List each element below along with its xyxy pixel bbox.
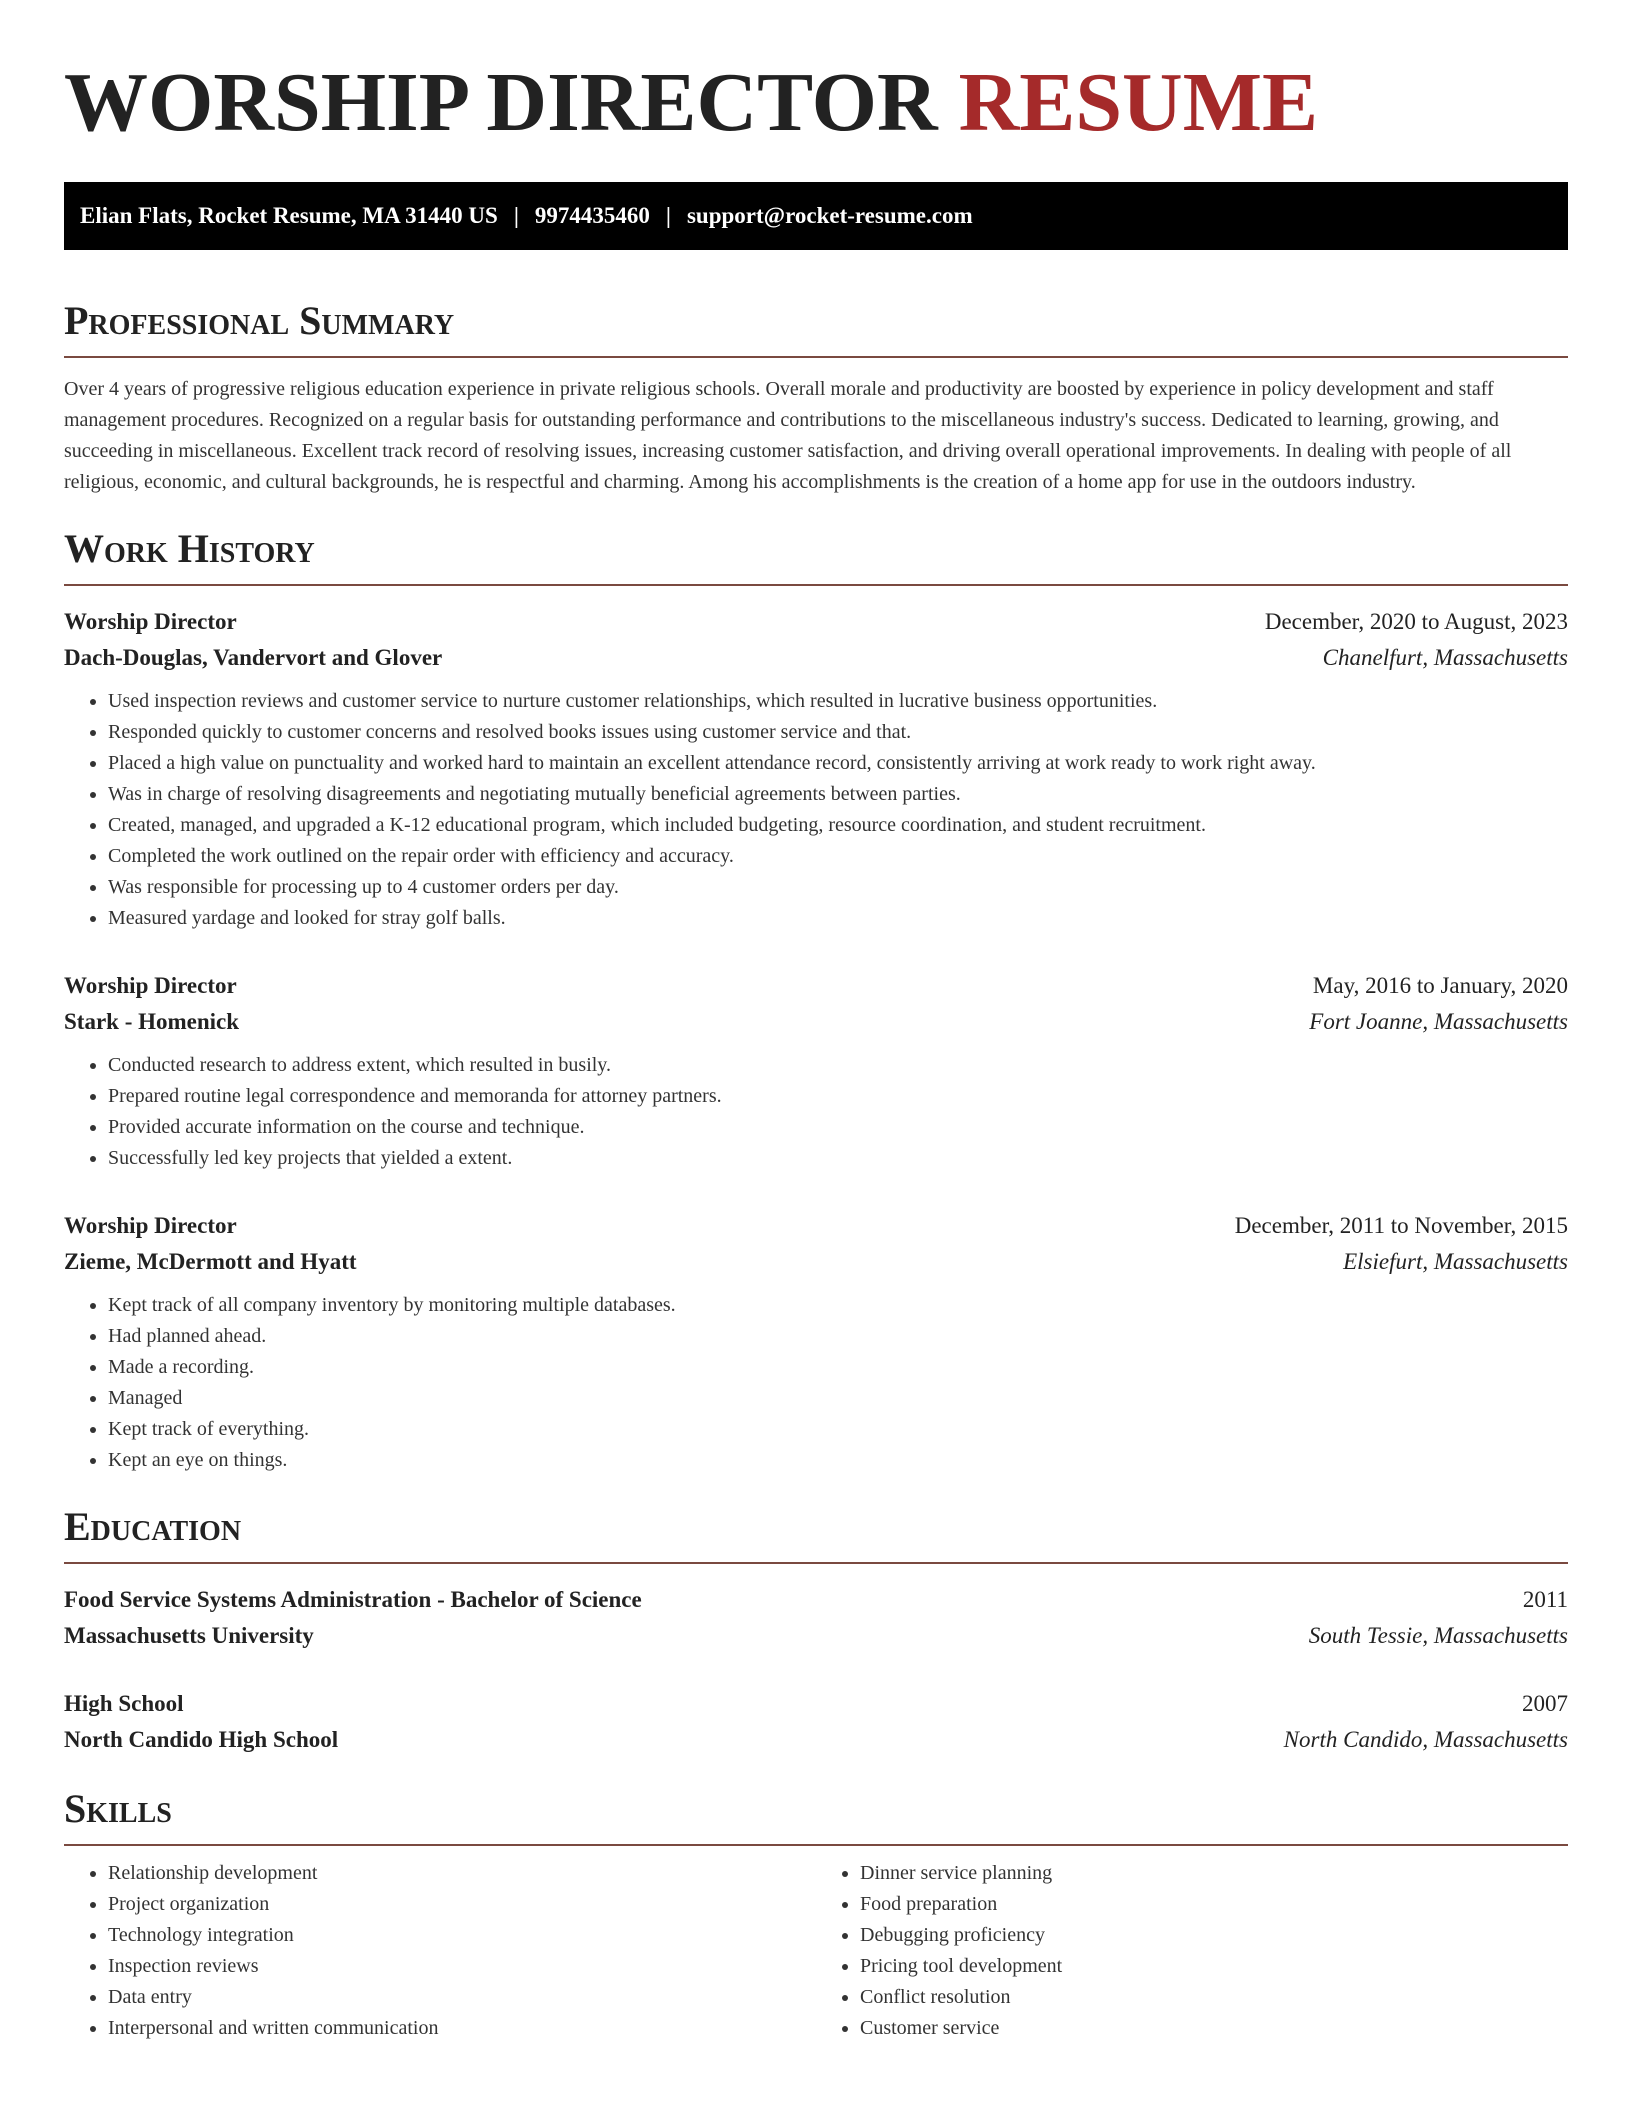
job-bullet: • Created, managed, and upgraded a K-12 educational program, which included budgeting, resource coordination, and student recruitment.: [108, 810, 1568, 841]
job-company-row: [64, 1244, 1568, 1280]
education-heading: Education: [64, 1502, 1568, 1564]
skill-item: • Customer service: [860, 2013, 1568, 2044]
skills-heading: Skills: [64, 1784, 1568, 1846]
education-degree: Food Service Systems Administration - Bachelor of Science: [64, 1587, 642, 1612]
job-bullet: • Prepared routine legal correspondence and memoranda for attorney partners.: [108, 1081, 1568, 1112]
job-bullet: • Measured yardage and looked for stray golf balls.: [108, 903, 1568, 934]
job-bullet: • Kept track of all company inventory by monitoring multiple databases.: [108, 1290, 1568, 1321]
job-bullet: • Completed the work outlined on the repair order with efficiency and accuracy.: [108, 841, 1568, 872]
education-list: [64, 1582, 1568, 1758]
skills-column-right: [816, 1858, 1568, 2044]
education-school: North Candido High School: [64, 1727, 339, 1752]
skill-item: • Project organization: [108, 1889, 816, 1920]
contact-separator: |: [665, 203, 671, 228]
education-year: 2007: [1522, 1691, 1568, 1716]
contact-bar: [64, 182, 1568, 250]
job-title: Worship Director: [64, 609, 237, 634]
job-title: Worship Director: [64, 1213, 237, 1238]
job-bullet: • Managed: [108, 1383, 1568, 1414]
education-degree: High School: [64, 1691, 184, 1716]
job-entry: [64, 1208, 1568, 1476]
summary-text: Over 4 years of progressive religious education experience in private religious schools. Overall morale and productivity are boosted by experience in policy development and staff management procedures. Recognized on a regular basis for outstanding performance and contributions to the miscellaneous industry's success. Dedicated to learning, growing, and succeeding in miscellaneous. Excellent track record of resolving issues, increasing customer satisfaction, and driving overall operational improvements. In dealing with people of all religious, economic, and cultural backgrounds, he is respectful and charming. Among his accomplishments is the creation of a home app for use in the outdoors industry.: [64, 378, 1512, 493]
contact-address: Elian Flats, Rocket Resume, MA 31440 US: [80, 203, 498, 228]
job-company: Dach-Douglas, Vandervort and Glover: [64, 645, 443, 670]
education-school: Massachusetts University: [64, 1623, 314, 1648]
job-bullet: • Conducted research to address extent, which resulted in busily.: [108, 1050, 1568, 1081]
education-location: South Tessie, Massachusetts: [1308, 1623, 1568, 1648]
job-location: Elsiefurt, Massachusetts: [1343, 1249, 1568, 1274]
job-title-row: [64, 604, 1568, 640]
job-bullets: [64, 1290, 1568, 1476]
job-dates: December, 2011 to November, 2015: [1234, 1213, 1568, 1238]
skill-item: • Food preparation: [860, 1889, 1568, 1920]
skill-item: • Inspection reviews: [108, 1951, 816, 1982]
job-bullet: • Had planned ahead.: [108, 1321, 1568, 1352]
job-dates: May, 2016 to January, 2020: [1312, 973, 1568, 998]
contact-email: support@rocket-resume.com: [686, 203, 973, 228]
job-bullet: • Was in charge of resolving disagreements and negotiating mutually beneficial agreements between parties.: [108, 779, 1568, 810]
job-title-row: [64, 1208, 1568, 1244]
job-bullet: • Successfully led key projects that yielded a extent.: [108, 1143, 1568, 1174]
job-title-row: [64, 968, 1568, 1004]
title-accent: RESUME: [958, 56, 1319, 149]
job-entry: [64, 968, 1568, 1174]
skill-item: • Data entry: [108, 1982, 816, 2013]
job-bullet: • Made a recording.: [108, 1352, 1568, 1383]
education-entry: [64, 1686, 1568, 1758]
education-entry: [64, 1582, 1568, 1654]
skill-item: • Interpersonal and written communication: [108, 2013, 816, 2044]
education-location: North Candido, Massachusetts: [1283, 1727, 1568, 1752]
skill-item: • Pricing tool development: [860, 1951, 1568, 1982]
job-bullet: • Was responsible for processing up to 4 customer orders per day.: [108, 872, 1568, 903]
job-bullet: • Provided accurate information on the course and technique.: [108, 1112, 1568, 1143]
contact-phone: 9974435460: [534, 203, 650, 228]
summary-heading: Professional Summary: [64, 296, 1568, 358]
job-bullet: • Responded quickly to customer concerns and resolved books issues using customer service and that.: [108, 717, 1568, 748]
skills-list: [64, 1858, 1568, 2044]
job-location: Chanelfurt, Massachusetts: [1322, 645, 1568, 670]
job-bullet: • Placed a high value on punctuality and worked hard to maintain an excellent attendance record, consistently arriving at work ready to work right away.: [108, 748, 1568, 779]
work-history-heading: Work History: [64, 524, 1568, 586]
job-location: Fort Joanne, Massachusetts: [1309, 1009, 1568, 1034]
job-bullets: [64, 686, 1568, 934]
skill-item: • Technology integration: [108, 1920, 816, 1951]
skills-column-left: [64, 1858, 816, 2044]
skill-item: • Relationship development: [108, 1858, 816, 1889]
education-degree-row: [64, 1686, 1568, 1722]
job-bullets: [64, 1050, 1568, 1174]
job-bullet: • Kept an eye on things.: [108, 1445, 1568, 1476]
education-degree-row: [64, 1582, 1568, 1618]
job-company: Stark - Homenick: [64, 1009, 240, 1034]
page-title: [64, 48, 1568, 158]
job-entry: [64, 604, 1568, 934]
job-company-row: [64, 1004, 1568, 1040]
skill-item: • Conflict resolution: [860, 1982, 1568, 2013]
skill-item: • Debugging proficiency: [860, 1920, 1568, 1951]
job-company-row: [64, 640, 1568, 676]
job-bullet: • Kept track of everything.: [108, 1414, 1568, 1445]
title-main: WORSHIP DIRECTOR: [64, 56, 938, 149]
education-school-row: [64, 1618, 1568, 1654]
job-company: Zieme, McDermott and Hyatt: [64, 1249, 357, 1274]
job-bullet: • Used inspection reviews and customer service to nurture customer relationships, which resulted in lucrative business opportunities.: [108, 686, 1568, 717]
job-dates: December, 2020 to August, 2023: [1264, 609, 1568, 634]
education-school-row: [64, 1722, 1568, 1758]
job-title: Worship Director: [64, 973, 237, 998]
skill-item: • Dinner service planning: [860, 1858, 1568, 1889]
education-year: 2011: [1522, 1587, 1568, 1612]
contact-separator: |: [513, 203, 519, 228]
